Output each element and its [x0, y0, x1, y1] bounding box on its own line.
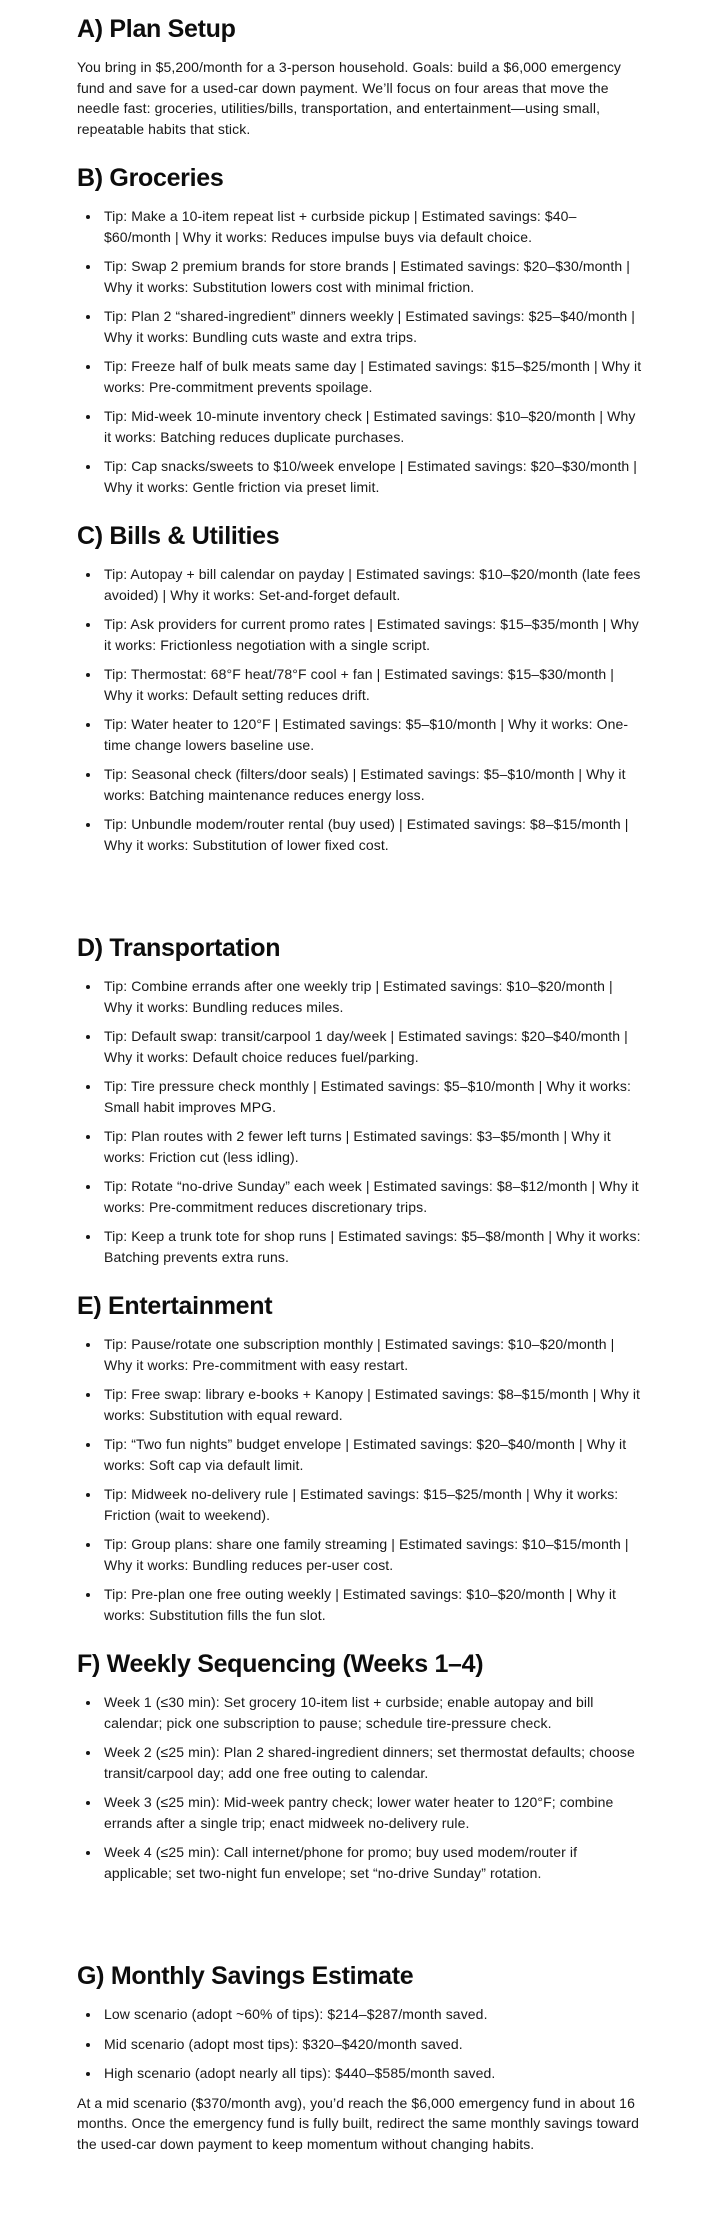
- scenario-item: • Low scenario (adopt ~60% of tips): $214–$287/month saved.: [101, 2004, 643, 2025]
- week-item: • Week 2 (≤25 min): Plan 2 shared-ingredient dinners; set thermostat defaults; choose transit/carpool day; add one free outing to calendar.: [101, 1742, 643, 1783]
- tip-item: • Tip: Cap snacks/sweets to $10/week envelope | Estimated savings: $20–$30/month | Why it works: Gentle friction via preset limit.: [101, 456, 643, 497]
- groceries-tip-list: [77, 206, 643, 497]
- tip-item: • Tip: Free swap: library e-books + Kanopy | Estimated savings: $8–$15/month | Why it works: Substitution with equal reward.: [101, 1384, 643, 1425]
- tip-item: • Tip: Plan routes with 2 fewer left turns | Estimated savings: $3–$5/month | Why it works: Friction cut (less idling).: [101, 1126, 643, 1167]
- tip-item: • Tip: Freeze half of bulk meats same day | Estimated savings: $15–$25/month | Why it works: Pre-commitment prevents spoilage.: [101, 356, 643, 397]
- tip-item: • Tip: Ask providers for current promo rates | Estimated savings: $15–$35/month | Why it works: Frictionless negotiation with a single script.: [101, 614, 643, 655]
- section-entertainment: [77, 1291, 643, 1625]
- section-weekly-sequencing: [77, 1649, 643, 1883]
- tip-item: • Tip: Combine errands after one weekly trip | Estimated savings: $10–$20/month | Why it works: Bundling reduces miles.: [101, 976, 643, 1017]
- section-groceries: [77, 163, 643, 497]
- scenario-item: • High scenario (adopt nearly all tips): $440–$585/month saved.: [101, 2063, 643, 2084]
- section-monthly-savings: [77, 1961, 643, 2154]
- heading-bills-utilities: C) Bills & Utilities: [77, 522, 280, 550]
- tip-item: • Tip: Plan 2 “shared-ingredient” dinners weekly | Estimated savings: $25–$40/month | Why it works: Bundling cuts waste and extra trips.: [101, 306, 643, 347]
- bills-utilities-tip-list: [77, 564, 643, 855]
- closing-paragraph: At a mid scenario ($370/month avg), you’d reach the $6,000 emergency fund in about 16 months. Once the emergency fund is fully built, redirect the same monthly savings toward the used-car down payment to keep momentum without changing habits.: [77, 2094, 640, 2152]
- tip-item: • Tip: Seasonal check (filters/door seals) | Estimated savings: $5–$10/month | Why it works: Batching maintenance reduces energy loss.: [101, 764, 643, 805]
- heading-entertainment: E) Entertainment: [77, 1292, 273, 1320]
- tip-item: • Tip: Pause/rotate one subscription monthly | Estimated savings: $10–$20/month | Why it works: Pre-commitment with easy restart.: [101, 1334, 643, 1375]
- heading-groceries: B) Groceries: [77, 164, 224, 192]
- entertainment-tip-list: [77, 1334, 643, 1625]
- heading-weekly-sequencing: F) Weekly Sequencing (Weeks 1–4): [77, 1650, 484, 1678]
- tip-item: • Tip: Thermostat: 68°F heat/78°F cool + fan | Estimated savings: $15–$30/month | Why it works: Default setting reduces drift.: [101, 664, 643, 705]
- tip-item: • Tip: Pre-plan one free outing weekly | Estimated savings: $10–$20/month | Why it works: Substitution fills the fun slot.: [101, 1584, 643, 1625]
- tip-item: • Tip: Swap 2 premium brands for store brands | Estimated savings: $20–$30/month | Why it works: Substitution lowers cost with minimal friction.: [101, 256, 643, 297]
- section-bills-utilities: [77, 521, 643, 855]
- tip-item: • Tip: Group plans: share one family streaming | Estimated savings: $10–$15/month | Why it works: Bundling reduces per-user cost.: [101, 1534, 643, 1575]
- heading-transportation: D) Transportation: [77, 934, 281, 962]
- tip-item: • Tip: Unbundle modem/router rental (buy used) | Estimated savings: $8–$15/month | Why it works: Substitution of lower fixed cost.: [101, 814, 643, 855]
- heading-plan-setup: A) Plan Setup: [77, 15, 236, 43]
- plan-setup-paragraph: You bring in $5,200/month for a 3-person household. Goals: build a $6,000 emergency fund and save for a used-car down payment. We’ll focus on four areas that move the needle fast: groceries, utilities/bills, transportation, and entertainment—using small, repeatable habits that stick.: [77, 59, 622, 137]
- tip-item: • Tip: “Two fun nights” budget envelope | Estimated savings: $20–$40/month | Why it works: Soft cap via default limit.: [101, 1434, 643, 1475]
- tip-item: • Tip: Mid-week 10-minute inventory check | Estimated savings: $10–$20/month | Why it works: Batching reduces duplicate purchases.: [101, 406, 643, 447]
- week-item: • Week 3 (≤25 min): Mid-week pantry check; lower water heater to 120°F; combine errands after a single trip; enact midweek no-delivery rule.: [101, 1792, 643, 1833]
- tip-item: • Tip: Make a 10-item repeat list + curbside pickup | Estimated savings: $40–$60/month | Why it works: Reduces impulse buys via default choice.: [101, 206, 643, 247]
- scenario-item: • Mid scenario (adopt most tips): $320–$420/month saved.: [101, 2034, 643, 2055]
- tip-item: • Tip: Autopay + bill calendar on payday | Estimated savings: $10–$20/month (late fees avoided) | Why it works: Set-and-forget default.: [101, 564, 643, 605]
- heading-monthly-savings: G) Monthly Savings Estimate: [77, 1962, 414, 1990]
- week-item: • Week 1 (≤30 min): Set grocery 10-item list + curbside; enable autopay and bill calendar; pick one subscription to pause; schedule tire-pressure check.: [101, 1692, 643, 1733]
- transportation-tip-list: [77, 976, 643, 1267]
- savings-scenario-list: [77, 2004, 643, 2084]
- plan-document: [77, 0, 643, 2214]
- tip-item: • Tip: Rotate “no-drive Sunday” each week | Estimated savings: $8–$12/month | Why it works: Pre-commitment reduces discretionary trips.: [101, 1176, 643, 1217]
- section-plan-setup: [77, 14, 643, 139]
- weekly-sequencing-list: [77, 1692, 643, 1883]
- tip-item: • Tip: Tire pressure check monthly | Estimated savings: $5–$10/month | Why it works: Small habit improves MPG.: [101, 1076, 643, 1117]
- tip-item: • Tip: Midweek no-delivery rule | Estimated savings: $15–$25/month | Why it works: Friction (wait to weekend).: [101, 1484, 643, 1525]
- tip-item: • Tip: Keep a trunk tote for shop runs | Estimated savings: $5–$8/month | Why it works: Batching prevents extra runs.: [101, 1226, 643, 1267]
- week-item: • Week 4 (≤25 min): Call internet/phone for promo; buy used modem/router if applicable; set two-night fun envelope; set “no-drive Sunday” rotation.: [101, 1842, 643, 1883]
- tip-item: • Tip: Default swap: transit/carpool 1 day/week | Estimated savings: $20–$40/month | Why it works: Default choice reduces fuel/parking.: [101, 1026, 643, 1067]
- tip-item: • Tip: Water heater to 120°F | Estimated savings: $5–$10/month | Why it works: One-time change lowers baseline use.: [101, 714, 643, 755]
- section-transportation: [77, 933, 643, 1267]
